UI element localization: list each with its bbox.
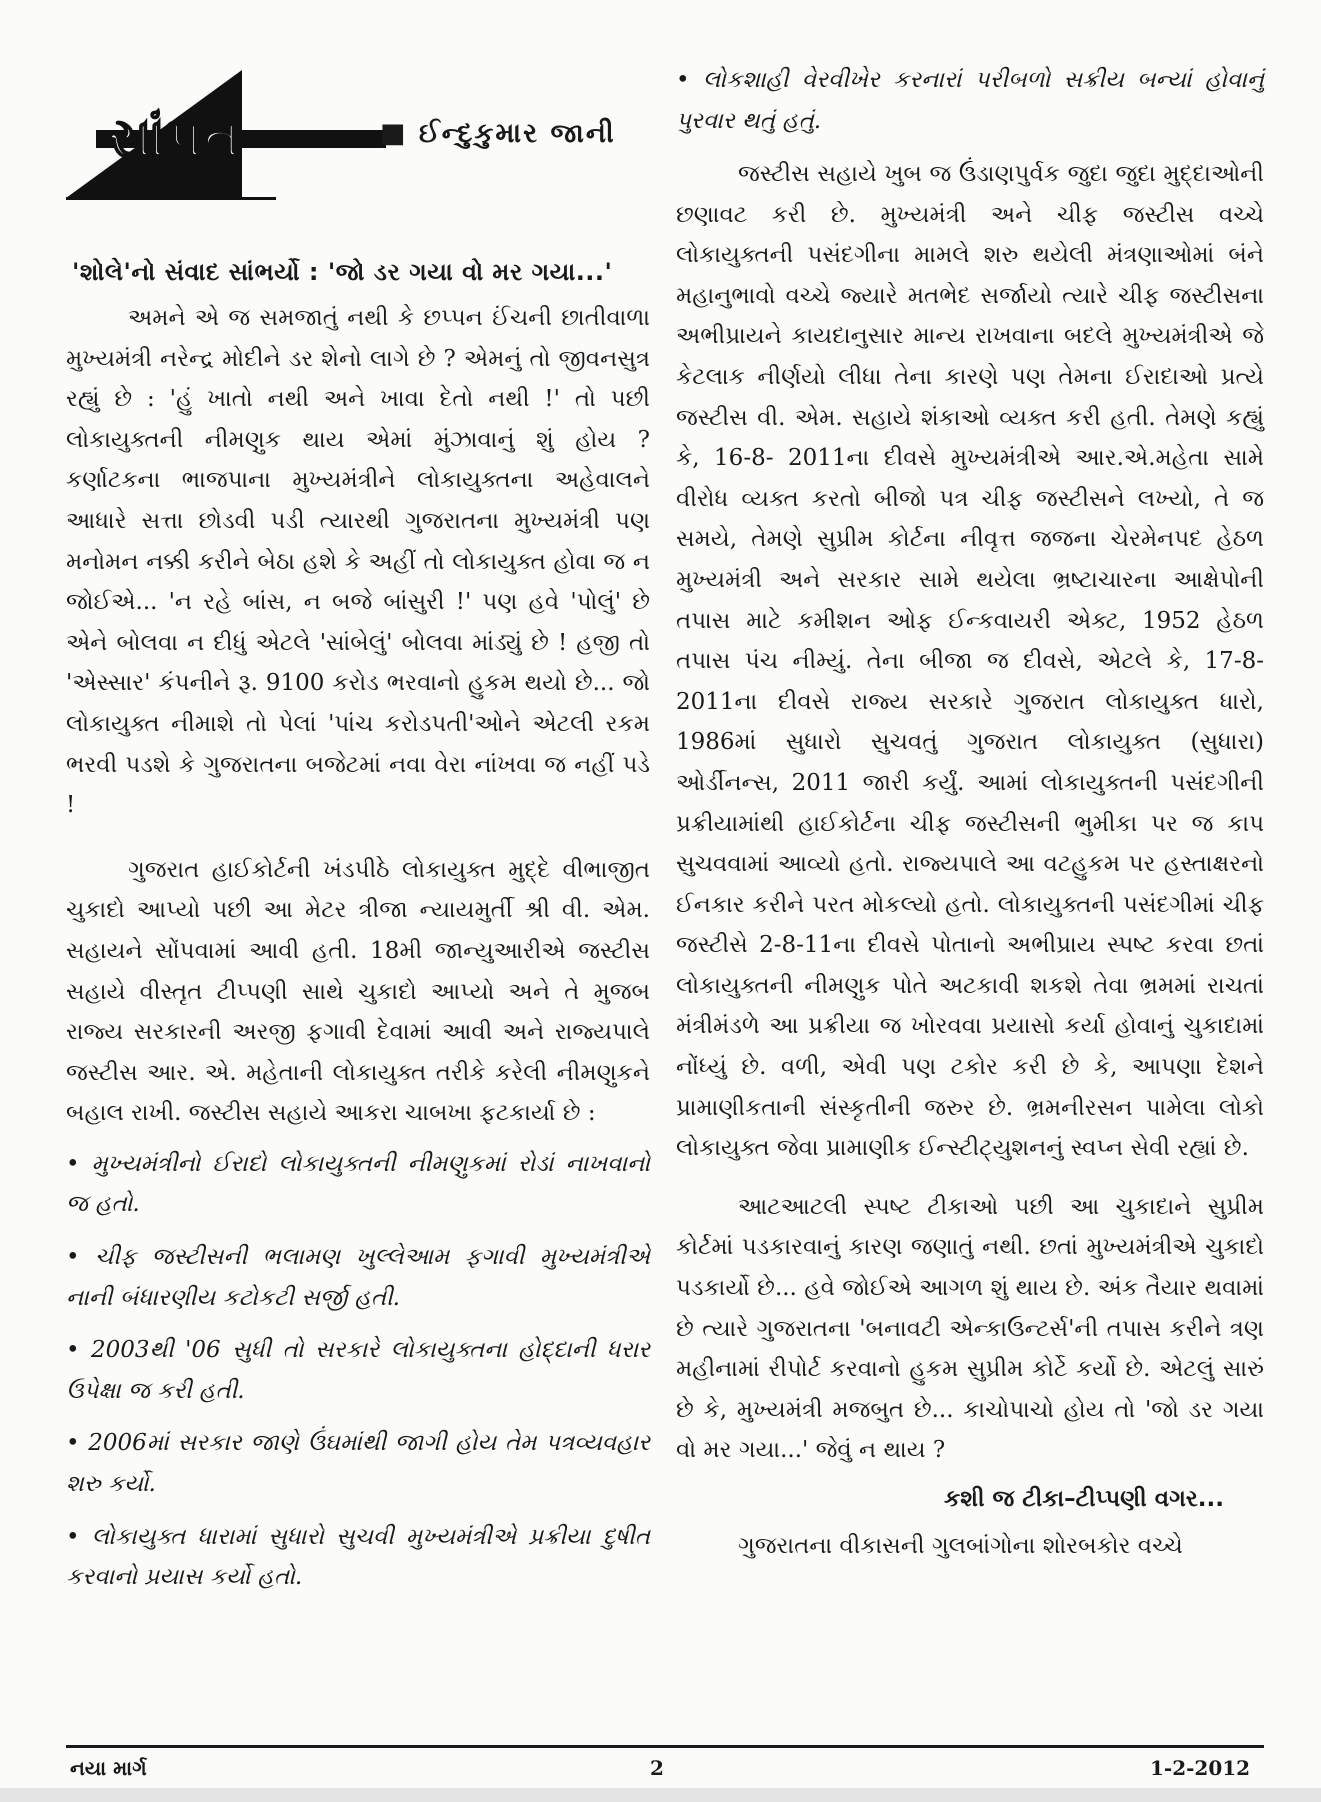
author-name: ■ ઈન્દુકુમાર જાની — [380, 118, 616, 149]
paragraph: ગુજરાતના વીકાસની ગુલબાંગોના શોરબકોર વચ્ચે — [738, 1532, 1183, 1559]
bullet-item: • લોકાયુક્ત ધારામાં સુધારો સુચવી મુખ્યમંત્રીએ પ્રક્રીયા દુષીત કરવાનો પ્રયાસ કર્યો હતો. — [66, 1523, 650, 1591]
paragraph: ગુજરાત હાઈકોર્ટની ખંડપીઠે લોકાયુક્ત મુદ્દે વીભાજીત ચુકાદો આપ્યો પછી આ મેટર ત્રીજા ન્યાયમુર્તી શ્રી વી. એમ. સહાયને સોંપવામાં આવી હતી. 18મી જાન્યુઆરીએ જસ્ટીસ સહાયે વીસ્તૃત ટીપ્પણી સાથે ચુકાદો આપ્યો અને તે મુજબ રાજ્ય સરકારની અરજી ફગાવી દેવામાં આવી અને રાજ્યપાલે જસ્ટીસ આર. એ. મહેતાની લોકાયુક્ત તરીકે કરેલી નીમણુકને બહાલ રાખી. જસ્ટીસ સહાયે આકરા ચાબખા ફટકાર્યા છે : — [66, 856, 650, 1127]
paragraph: જસ્ટીસ સહાયે ખુબ જ ઉંડાણપુર્વક જુદા જુદા મુદ્દાઓની છણાવટ કરી છે. મુખ્યમંત્રી અને ચીફ જસ્ટીસ વચ્ચે લોકાયુક્તની પસંદગીના મામલે શરુ થયેલી મંત્રણાઓમાં બંને મહાનુભાવો વચ્ચે જ્યારે મતભેદ સર્જાયો ત્યારે ચીફ જસ્ટીસના અભીપ્રાયને કાયદાનુસાર માન્ય રાખવાના બદલે મુખ્યમંત્રીએ જે કેટલાક નીર્ણયો લીધા તેના કારણે પણ તેમના ઈરાદાઓ પ્રત્યે જસ્ટીસ વી. એમ. સહાયે શંકાઓ વ્યક્ત કરી હતી. તેમણે કહ્યું કે, 16-8- 2011ના દીવસે મુખ્યમંત્રીએ આર.એ.મહેતા સામે વીરોધ વ્યક્ત કરતો બીજો પત્ર ચીફ જસ્ટીસને લખ્યો, તે જ સમયે, તેમણે સુપ્રીમ કોર્ટના નીવૃત્ત જજના ચેરમેનપદ હેઠળ મુખ્યમંત્રી અને સરકાર સામે થયેલા ભ્રષ્ટાચારના આક્ષેપોની તપાસ માટે કમીશન ઓફ ઈન્કવાયરી એક્ટ, 1952 હેઠળ તપાસ પંચ નીમ્યું. તેના બીજા જ દીવસે, એટલે કે, 17-8-2011ના દીવસે રાજ્ય સરકારે ગુજરાત લોકાયુક્ત ધારો, 1986માં સુધારો સુચવતું ગુજરાત લોકાયુક્ત (સુધારા) ઓર્ડીનન્સ, 2011 જારી કર્યું. આમાં લોકાયુક્તની પસંદગીની પ્રક્રીયામાંથી હાઈકોર્ટના ચીફ જસ્ટીસની ભુમીકા પર જ કાપ સુચવવામાં આવ્યો હતો. રાજ્યપાલે આ વટહુકમ પર હસ્તાક્ષરનો ઈનકાર કરીને પરત મોકલ્યો હતો. લોકાયુક્તની પસંદગીમાં ચીફ જસ્ટીસે 2-8-11ના દીવસે પોતાનો અભીપ્રાય સ્પષ્ટ કરવા છતાં લોકાયુક્તની નીમણુક પોતે અટકાવી શકશે તેવા ભ્રમમાં રાચતાં મંત્રીમંડળે આ પ્રક્રીયા જ ખોરવવા પ્રયાસો કર્યા હોવાનું ચુકાદામાં નોંધ્યું છે. વળી, એવી પણ ટકોર કરી છે કે, આપણા દેશને પ્રામાણીકતાની સંસ્કૃતીની જરુર છે. ભ્રમનીરસન પામેલા લોકો લોકાયુક્ત જેવા પ્રામાણીક ઈન્સ્ટીટ્યુશનનું સ્વપ્ન સેવી રહ્યાં છે. — [676, 161, 1264, 1162]
right-column — [676, 154, 1264, 1566]
paragraph: અમને એ જ સમજાતું નથી કે છપ્પન ઈંચની છાતીવાળા મુખ્યમંત્રી નરેન્દ્ર મોદીને ડર શેનો લાગે છે ? એમનું તો જીવનસુત્ર રહ્યું છે : 'હું ખાતો નથી અને ખાવા દેતો નથી !' તો પછી લોકાયુક્તની નીમણુક થાય એમાં મુંઝાવાનું શું હોય ? કર્ણાટકના ભાજપાના મુખ્યમંત્રીને લોકાયુક્તના અહેવાલને આધારે સત્તા છોડવી પડી ત્યારથી ગુજરાતના મુખ્યમંત્રી પણ મનોમન નક્કી કરીને બેઠા હશે કે અહીં તો લોકાયુક્ત હોવા જ ન જોઈએ... 'ન રહે બાંસ, ન બજે બાંસુરી !' પણ હવે 'પોલું' છે એને બોલવા ન દીધું એટલે 'સાંબેલું' બોલવા માંડ્યું છે ! હજી તો 'એસ્સાર' કંપનીને રૂ. 9100 કરોડ ભરવાનો હુકમ થયો છે... જો લોકાયુક્ત નીમાશે તો પેલાં 'પાંચ કરોડપતી'ઓને એટલી રકમ ભરવી પડશે કે ગુજરાતના બજેટમાં નવા વેરા નાંખવા જ નહીં પડે ! — [66, 305, 650, 819]
bullet-item: • ચીફ જસ્ટીસની ભલામણ ખુલ્લેઆમ ફગાવી મુખ્યમંત્રીએ નાની બંધારણીય કટોકટી સર્જી હતી. — [66, 1244, 650, 1311]
article-headline: 'શોલે'નો સંવાદ સાંભર્યો : 'જો ડર ગયા વો મર ગયા...' — [72, 258, 613, 286]
column-logo — [66, 70, 650, 260]
section-subheading: કશી જ ટીકા–ટીપ્પણી વગર... — [943, 1486, 1224, 1512]
bullet-item: • લોકશાહી વેરવીખેર કરનારાં પરીબળો સક્રીય બન્યાં હોવાનું પુરવાર થતું હતું. — [676, 67, 1264, 134]
column-logo-text: સાંપ્રત — [108, 106, 242, 169]
issue-date: 1-2-2012 — [1150, 1756, 1251, 1780]
right-column-top — [676, 60, 1264, 141]
left-column — [66, 298, 650, 1598]
bullet-item: • 2003થી '06 સુધી તો સરકારે લોકાયુક્તના હોદ્દાની ધરાર ઉપેક્ષા જ કરી હતી. — [66, 1337, 650, 1404]
page-number: 2 — [650, 1756, 664, 1780]
bullet-item: • 2006માં સરકાર જાણે ઉંઘમાંથી જાગી હોય તેમ પત્રવ્યવહાર શરુ કર્યો. — [66, 1430, 650, 1498]
publication-name: નયા માર્ગ — [70, 1756, 147, 1780]
footer-divider — [66, 1745, 1264, 1748]
paragraph: આટઆટલી સ્પષ્ટ ટીકાઓ પછી આ ચુકાદાને સુપ્રીમ કોર્ટમાં પડકારવાનું કારણ જણાતું નથી. છતાં મુખ્યમંત્રીએ ચુકાદો પડકાર્યો છે... હવે જોઈએ આગળ શું થાય છે. અંક તૈયાર થવામાં છે ત્યારે ગુજરાતના 'બનાવટી એન્કાઉન્ટર્સ'ની તપાસ કરીને ત્રણ મહીનામાં રીપોર્ટ કરવાનો હુકમ સુપ્રીમ કોર્ટે કર્યો છે. એટલું સારું છે કે, મુખ્યમંત્રી મજબુત છે... કાચોપાચો હોય તો 'જો ડર ગયા વો મર ગયા...' જેવું ન થાય ? — [676, 1193, 1264, 1464]
bullet-item: • મુખ્યમંત્રીનો ઈરાદો લોકાયુક્તની નીમણુકમાં રોડાં નાખવાનો જ હતો. — [66, 1150, 650, 1218]
scan-edge — [0, 1788, 1321, 1802]
